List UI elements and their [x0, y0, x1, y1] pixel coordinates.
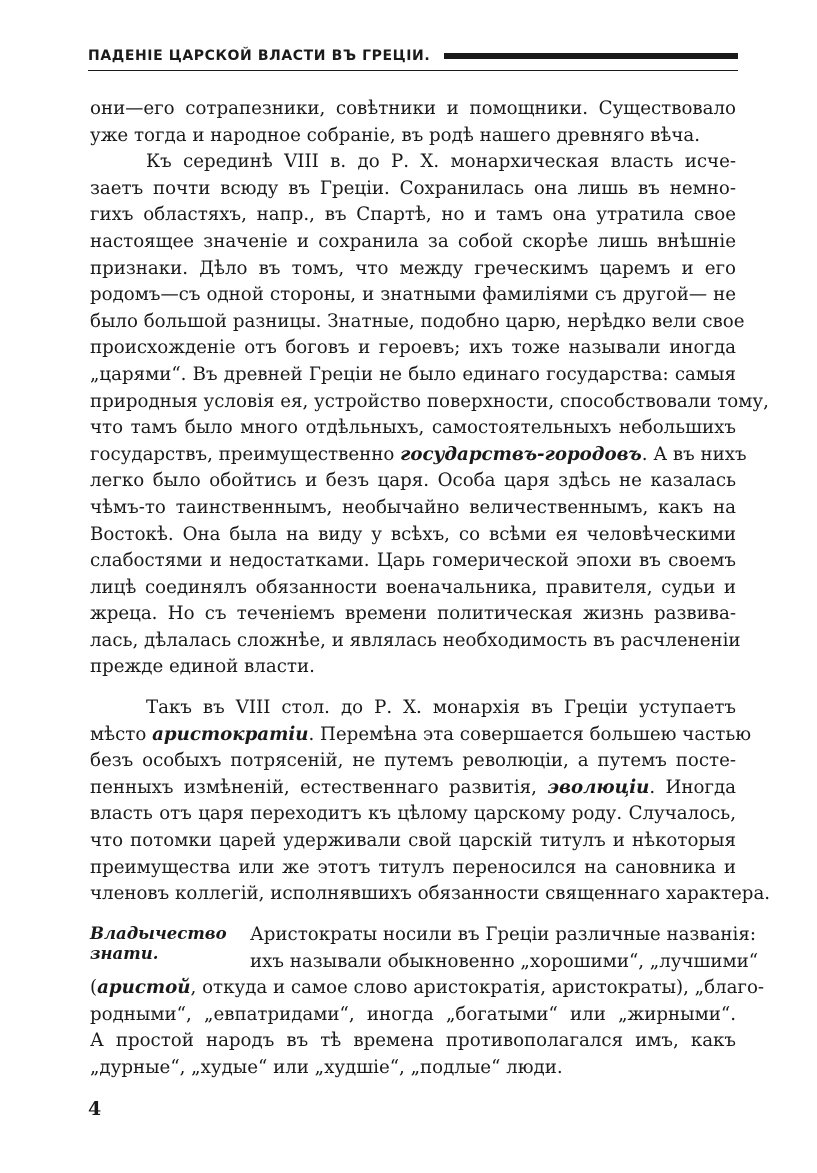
- text-line: заетъ почти всюду въ Греціи. Сохранилась она лишь въ немно-: [90, 177, 736, 199]
- text-fragment: . Перемѣна эта совершается большею частью: [308, 723, 752, 745]
- text-line: „дурные“, „худые“ или „худшіе“, „подлые“ люди.: [90, 1056, 563, 1078]
- text-fragment: государствъ, преимущественно: [90, 443, 395, 465]
- text-line: происхожденіе отъ боговъ и героевъ; ихъ тоже называли иногда: [90, 337, 736, 359]
- text-line: гихъ областяхъ, напр., въ Спартѣ, но и тамъ она утратила свое: [90, 204, 736, 226]
- text-line: родомъ—съ одной стороны, и знатными фамиліями съ другой— не: [90, 284, 736, 306]
- text-line: членовъ коллегій, исполнявшихъ обязанности священнаго характера.: [90, 883, 771, 905]
- side-heading: [90, 924, 230, 964]
- text-line: А простой народъ въ тѣ времена противополагался имъ, какъ: [90, 1030, 736, 1052]
- emphasis-evolution: эволюціи: [547, 776, 650, 798]
- text-line: лась, дѣлалась сложнѣе, и являлась необходимость въ расчлененіи: [90, 629, 741, 651]
- text-line: было большой разницы. Знатные, подобно царю, нерѣдко вели свое: [90, 310, 745, 332]
- text-fragment: , откуда и самое слово аристократія, аристократы), „благо-: [190, 977, 765, 999]
- text-line: чѣмъ-то таинственнымъ, необычайно величественнымъ, какъ на: [90, 496, 736, 518]
- text-line-with-emphasis: [90, 975, 765, 1002]
- text-line: безъ особыхъ потрясеній, не путемъ революціи, а путемъ посте-: [90, 750, 736, 772]
- text-fragment: . Иногда: [649, 776, 736, 798]
- text-line: Аристократы носили въ Греціи различные названія:: [250, 924, 756, 945]
- text-line: „царями“. Въ древней Греціи не было единаго государства: самыя: [90, 363, 736, 385]
- text-line: настоящее значеніе и сохранила за собой скорѣе лишь внѣшніе: [90, 230, 736, 252]
- header-rule: [444, 53, 738, 59]
- text-line: Востокѣ. Она была на виду у всѣхъ, со всѣми ея человѣческими: [90, 523, 736, 545]
- text-fragment: пенныхъ измѣненій, естественнаго развитія,: [90, 776, 537, 798]
- page-number: 4: [88, 1098, 102, 1120]
- text-line: жреца. Но съ теченіемъ времени политическая жизнь развива-: [90, 603, 736, 625]
- text-line-with-emphasis: [90, 442, 747, 469]
- text-line: родными“, „евпатридами“, иногда „богатыми“ или „жирными“.: [90, 1003, 736, 1025]
- text-line: что потомки царей удерживали свой царскій титулъ и нѣкоторыя: [90, 830, 736, 852]
- paragraph-1: [90, 96, 736, 149]
- emphasis-aristocracy: аристократіи: [152, 723, 309, 745]
- text-fragment: . А въ нихъ: [641, 443, 747, 465]
- text-line: Къ серединѣ VIII в. до Р. Х. монархическая власть исче-: [146, 151, 736, 173]
- paragraph-3: [90, 695, 771, 908]
- text-line: природныя условія ея, устройство поверхности, способствовали тому,: [90, 390, 769, 412]
- paragraph-2: [90, 149, 769, 681]
- main-text: [90, 96, 771, 908]
- running-header: [88, 44, 738, 68]
- text-line: что тамъ было много отдѣльныхъ, самостоятельныхъ небольшихъ: [90, 417, 736, 439]
- text-line: лицѣ соединялъ обязанности военачальника, правителя, судьи и: [90, 576, 736, 598]
- emphasis-city-states: государствъ-городовъ: [400, 443, 642, 465]
- text-line-with-emphasis: [90, 775, 736, 802]
- paragraph-gap: [90, 681, 736, 695]
- side-heading-line: знати.: [90, 944, 159, 963]
- text-line: Такъ въ VIII стол. до Р. Х. монархія въ Греціи уступаетъ: [146, 697, 736, 719]
- header-title: ПАДЕНІЕ ЦАРСКОЙ ВЛАСТИ ВЪ ГРЕЦІИ.: [88, 48, 431, 64]
- text-line: они—его сотрапезники, совѣтники и помощники. Существовало: [90, 98, 736, 119]
- text-line: признаки. Дѣло въ томъ, что между греческимъ царемъ и его: [90, 257, 736, 279]
- text-line: легко было обойтись и безъ царя. Особа царя здѣсь не казалась: [90, 470, 736, 492]
- text-line: ихъ называли обыкновенно „хорошими“, „лучшими“: [250, 950, 759, 972]
- text-fragment: (: [90, 977, 98, 999]
- emphasis-aristoi: аристой: [97, 977, 191, 999]
- text-line-with-emphasis: [90, 722, 752, 749]
- section-nobility: [90, 922, 765, 1082]
- text-line: уже тогда и народное собраніе, въ родѣ нашего древняго вѣча.: [90, 124, 701, 146]
- section-first-lines: [250, 922, 759, 975]
- text-line: преимущества или же этотъ титулъ переносился на сановника и: [90, 856, 736, 878]
- text-fragment: мѣсто: [90, 723, 147, 745]
- header-underline: [88, 70, 738, 71]
- text-line: прежде единой власти.: [90, 656, 315, 678]
- side-heading-line: Владычество: [90, 924, 227, 943]
- text-line: власть отъ царя переходитъ къ цѣлому царскому роду. Случалось,: [90, 803, 736, 825]
- text-line: слабостями и недостатками. Царь гомерической эпохи въ своемъ: [90, 550, 736, 572]
